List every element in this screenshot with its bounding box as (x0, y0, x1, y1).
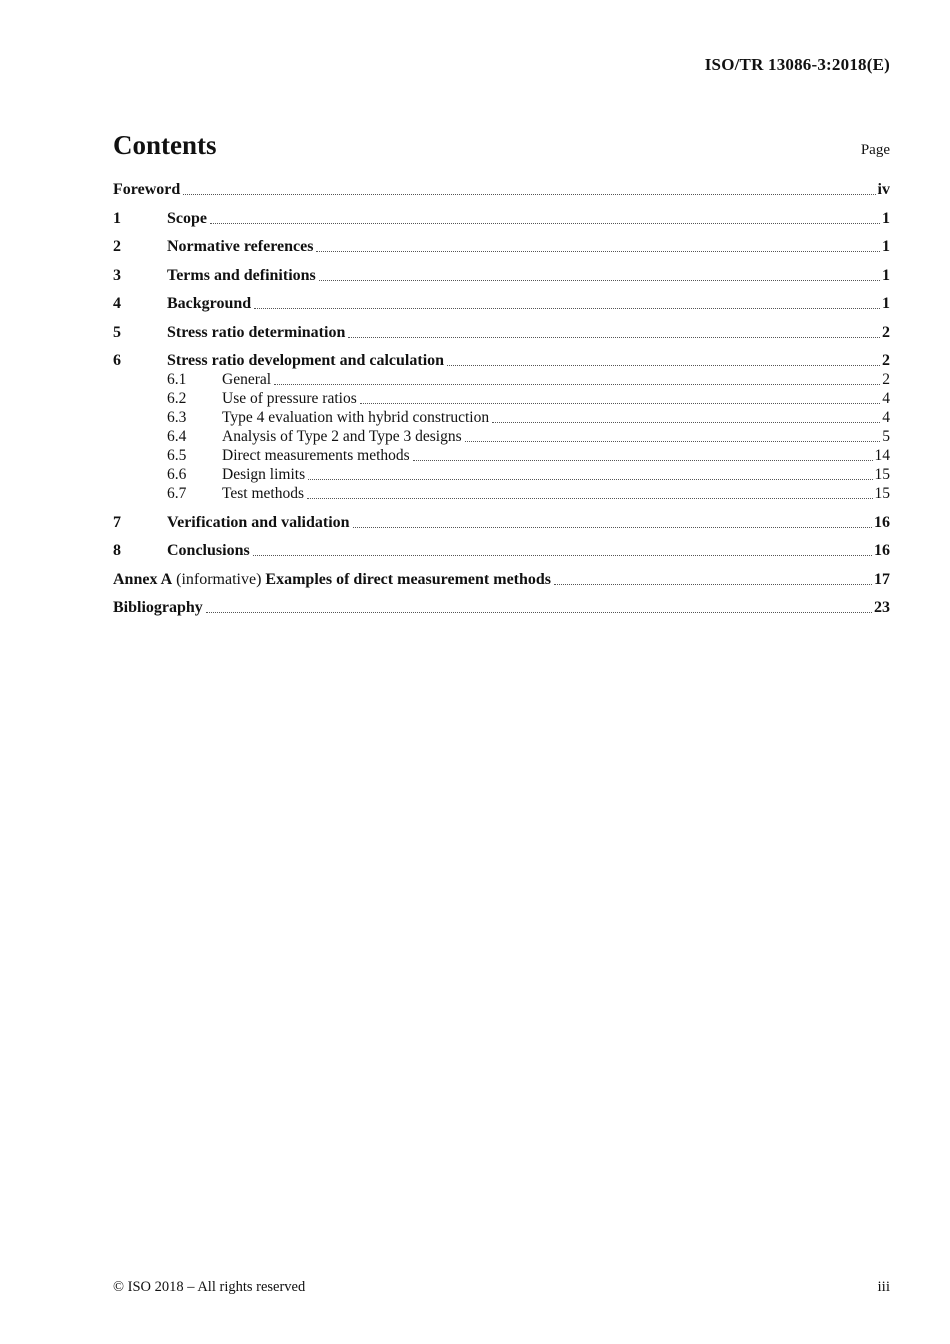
dot-leader (447, 365, 880, 366)
dot-leader (308, 479, 872, 480)
toc-entry-number: 6.3 (167, 409, 187, 426)
toc-entry (113, 389, 890, 408)
toc-entry (113, 237, 890, 256)
toc-entry-page: 2 (882, 352, 890, 369)
document-footer (113, 1279, 890, 1296)
toc-entry-number: 6.7 (167, 485, 187, 502)
dot-leader (360, 403, 881, 404)
dot-leader (254, 308, 880, 309)
dot-leader (183, 194, 875, 195)
toc-entry-label: Normative references (167, 238, 314, 255)
toc-entry-label: Background (167, 295, 252, 312)
toc-entry-number: 6.1 (167, 371, 187, 388)
toc-entry (113, 323, 890, 342)
toc-entry-page: 1 (882, 295, 890, 312)
toc-entry-number: 6.6 (167, 466, 187, 483)
toc-entry-label: General (222, 371, 272, 388)
toc-entry (113, 465, 890, 484)
toc-entry-label: Type 4 evaluation with hybrid construction (222, 409, 490, 426)
toc-entry-page: 4 (882, 390, 890, 407)
toc-entry-number: 7 (113, 513, 121, 531)
toc-entry-label: Stress ratio development and calculation (167, 352, 445, 369)
dot-leader (413, 460, 873, 461)
toc-entry-number: 4 (113, 295, 121, 312)
toc-entry-page: 16 (874, 542, 890, 559)
toc-entry-page: iv (877, 181, 890, 198)
toc-entry (113, 484, 890, 503)
toc-entry-label: Direct measurements methods (222, 447, 410, 464)
toc-entry-number: 6 (113, 352, 121, 369)
dot-leader (348, 337, 880, 338)
toc-entry-page: 23 (874, 599, 890, 616)
dot-leader (274, 384, 880, 385)
dot-leader (210, 223, 880, 224)
toc-entry-label: Annex A (informative) Examples of direct measurement methods (113, 570, 552, 588)
contents-section (0, 0, 950, 617)
toc-entry-label: Terms and definitions (167, 266, 316, 284)
dot-leader (554, 584, 872, 585)
toc-entry-label: Bibliography (113, 599, 203, 616)
toc-entry-page: 1 (882, 266, 890, 284)
dot-leader (253, 555, 872, 556)
toc-entry-number: 6.2 (167, 390, 187, 407)
toc-entry-page: 4 (882, 409, 890, 426)
toc-entry (113, 370, 890, 389)
contents-heading: Contents (113, 130, 217, 160)
toc-entry-page: 2 (882, 323, 890, 341)
toc-entry (113, 408, 890, 427)
dot-leader (206, 612, 872, 613)
toc-entry (113, 513, 890, 532)
toc-entry (113, 570, 890, 589)
toc-entry-page: 1 (882, 209, 890, 227)
dot-leader (353, 527, 872, 528)
dot-leader (307, 498, 872, 499)
toc-entry-label: Verification and validation (167, 513, 350, 531)
toc-entry-page: 15 (874, 466, 890, 483)
toc-entry-number: 6.4 (167, 428, 187, 445)
toc-entry-page: 2 (882, 371, 890, 388)
toc-entry-number: 5 (113, 323, 121, 341)
toc-entry (113, 446, 890, 465)
copyright-notice: © ISO 2018 – All rights reserved (113, 1279, 306, 1295)
toc-entry-label: Stress ratio determination (167, 323, 346, 341)
toc-entry-label: Use of pressure ratios (222, 390, 357, 407)
toc-entry-label: Analysis of Type 2 and Type 3 designs (222, 428, 462, 445)
toc-entry-page: 16 (874, 513, 890, 531)
toc-entry-label: Design limits (222, 466, 306, 483)
toc-entry-page: 15 (874, 485, 890, 502)
contents-title-row (113, 130, 890, 160)
page-column-label: Page (860, 142, 890, 158)
toc-list (113, 180, 890, 617)
toc-entry-number: 6.5 (167, 447, 187, 464)
toc-entry (113, 351, 890, 370)
toc-entry (113, 598, 890, 617)
toc-entry-number: 8 (113, 542, 121, 559)
toc-entry (113, 541, 890, 560)
toc-entry-number: 1 (113, 209, 121, 227)
dot-leader (465, 441, 881, 442)
toc-entry (113, 266, 890, 285)
toc-entry-page: 17 (874, 570, 890, 588)
dot-leader (316, 251, 880, 252)
toc-entry-label: Scope (167, 209, 207, 227)
toc-entry (113, 180, 890, 199)
toc-entry (113, 294, 890, 313)
toc-entry-number: 2 (113, 238, 121, 255)
toc-entry-page: 5 (882, 428, 890, 445)
toc-entry (113, 427, 890, 446)
toc-entry-page: 1 (882, 238, 890, 255)
dot-leader (492, 422, 880, 423)
toc-entry (113, 209, 890, 228)
document-reference: ISO/TR 13086-3:2018(E) (704, 55, 890, 74)
toc-entry-label: Conclusions (167, 542, 250, 559)
dot-leader (319, 280, 880, 281)
toc-entry-page: 14 (874, 447, 890, 464)
toc-entry-label: Test methods (222, 485, 305, 502)
toc-entry-number: 3 (113, 266, 121, 284)
folio-page-number: iii (877, 1279, 890, 1295)
toc-entry-label: Foreword (113, 181, 181, 198)
